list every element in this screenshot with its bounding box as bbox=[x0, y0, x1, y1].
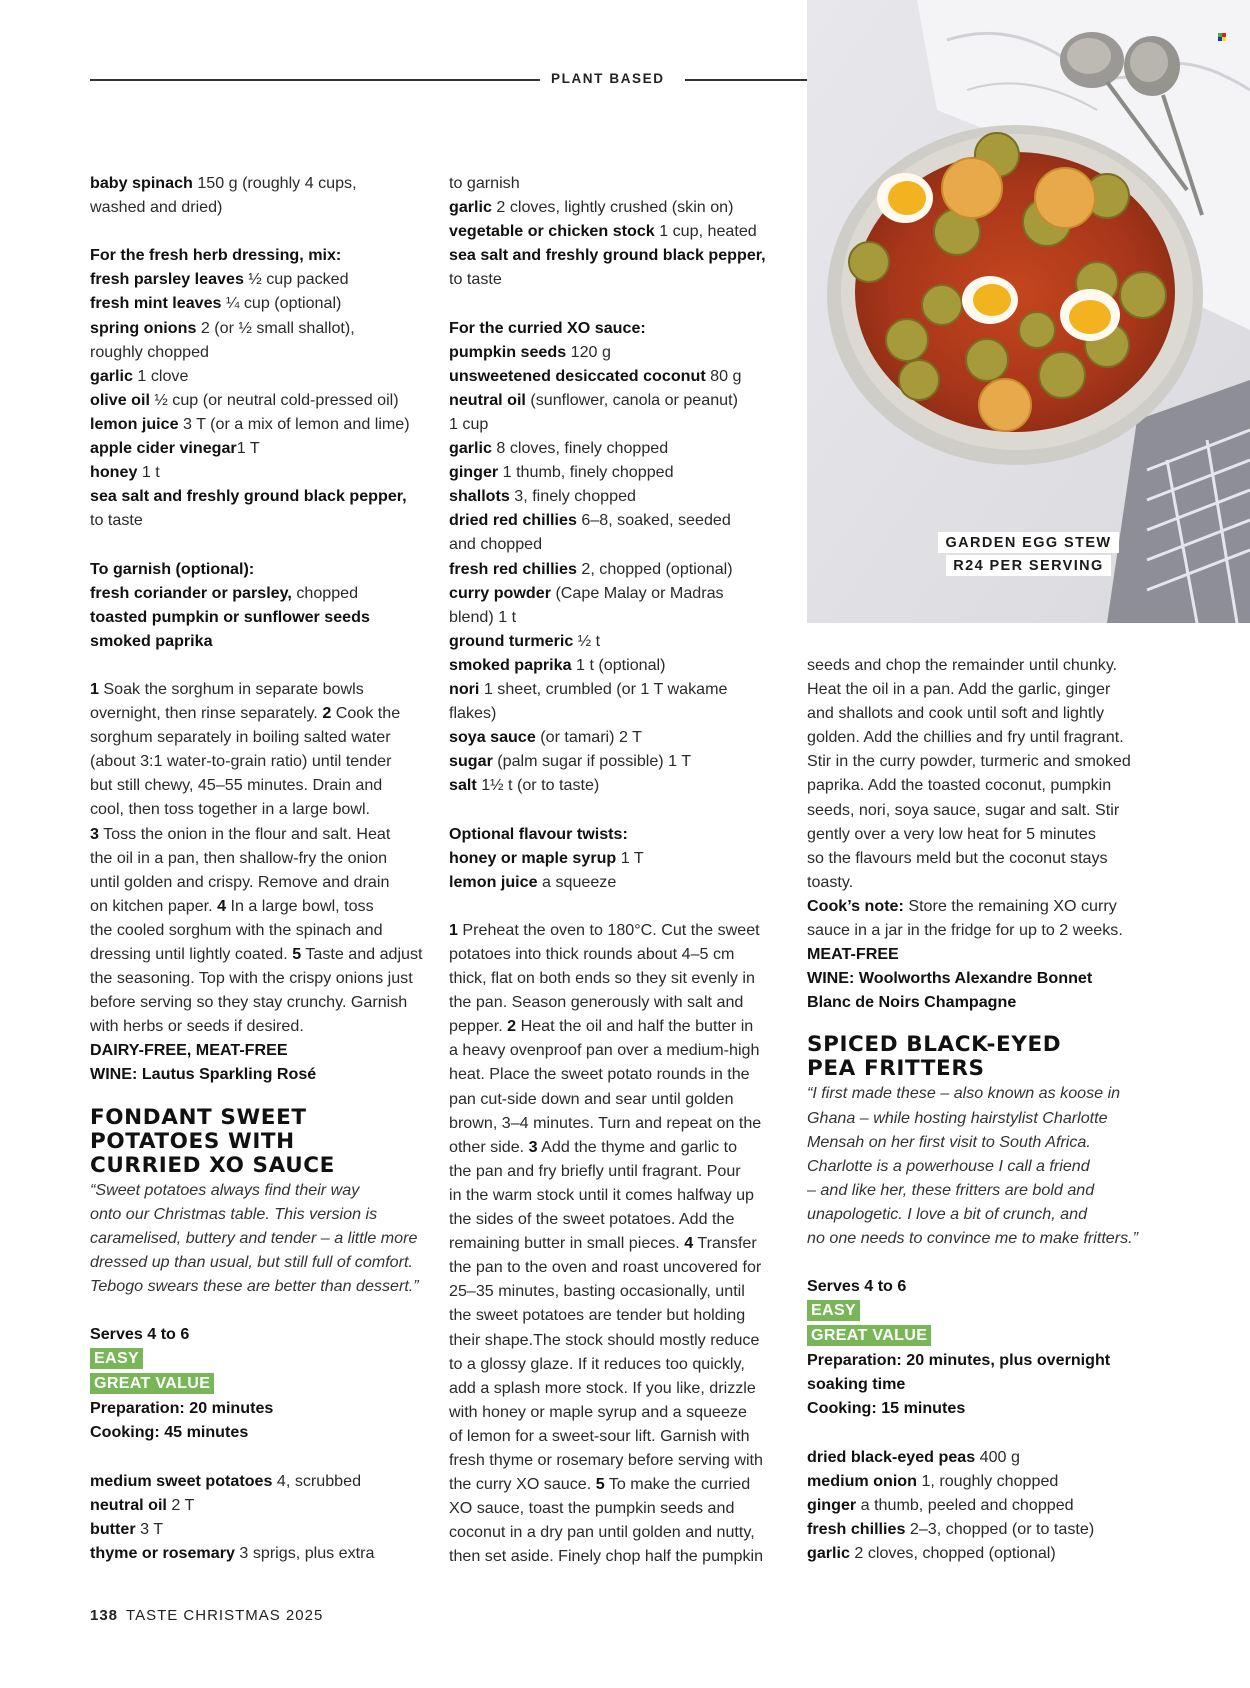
method-line: seeds, nori, soya sauce, sugar and salt. Stir bbox=[807, 800, 1120, 819]
method-line: heat. Place the sweet potato rounds in the bbox=[449, 1065, 750, 1084]
ingredient-line: honey or maple syrup 1 T bbox=[449, 848, 644, 867]
method-line: and shallots and cook until soft and lightly bbox=[807, 704, 1105, 723]
method-line: gently over a very low heat for 5 minutes bbox=[807, 824, 1096, 843]
ingredient-line: lemon juice 3 T (or a mix of lemon and lime) bbox=[90, 414, 410, 433]
preparation-time: Preparation: 20 minutes bbox=[90, 1399, 274, 1418]
ingredient-line: toasted pumpkin or sunflower seeds bbox=[90, 607, 370, 626]
method-line: but still chewy, 45–55 minutes. Drain and bbox=[90, 776, 383, 795]
publication-name: TASTE CHRISTMAS 2025 bbox=[126, 1607, 324, 1624]
method-line: cool, then toss together in a large bowl. bbox=[90, 800, 371, 819]
method-line: brown, 3–4 minutes. Turn and repeat on the bbox=[449, 1113, 762, 1132]
ingredient-line: lemon juice a squeeze bbox=[449, 872, 617, 891]
method-line: sorghum separately in boiling salted water bbox=[90, 728, 391, 747]
method-line: 1 Preheat the oven to 180°C. Cut the sweet bbox=[449, 920, 760, 939]
step-number: 2 bbox=[322, 704, 332, 723]
header-rule-left bbox=[90, 79, 540, 81]
ingredient-line: salt 1½ t (or to taste) bbox=[449, 776, 600, 795]
badge-easy: EASY bbox=[90, 1348, 143, 1369]
method-line: their shape.The stock should mostly reduce bbox=[449, 1330, 760, 1349]
ingredient-line: honey 1 t bbox=[90, 463, 160, 482]
method-line: pan cut-side down and sear until golden bbox=[449, 1089, 734, 1108]
wine-pairing: WINE: Lautus Sparkling Rosé bbox=[90, 1065, 317, 1084]
ingredient-line: garlic 1 clove bbox=[90, 366, 189, 385]
ingredient-line: soya sauce (or tamari) 2 T bbox=[449, 728, 642, 747]
ingredient-line: garlic 2 cloves, lightly crushed (skin on) bbox=[449, 198, 734, 217]
method-steps bbox=[90, 677, 425, 1038]
ingredient-line: to taste bbox=[449, 270, 502, 289]
column-2 bbox=[449, 171, 784, 1568]
ingredient-line: and chopped bbox=[449, 535, 543, 554]
method-line: coconut in a dry pan until golden and nutty, bbox=[449, 1523, 755, 1542]
step-number: 4 bbox=[684, 1234, 694, 1253]
method-line: 25–35 minutes, basting occasionally, until bbox=[449, 1282, 745, 1301]
method-line: paprika. Add the toasted coconut, pumpkin bbox=[807, 776, 1112, 795]
ingredient-line: smoked paprika bbox=[90, 631, 213, 650]
photo-caption-price: R24 PER SERVING bbox=[807, 555, 1250, 576]
ingredient-line: smoked paprika 1 t (optional) bbox=[449, 655, 666, 674]
step-number: 2 bbox=[507, 1017, 517, 1036]
cooking-time: Cooking: 45 minutes bbox=[90, 1423, 249, 1442]
method-line: XO sauce, toast the pumpkin seeds and bbox=[449, 1499, 735, 1518]
ingredient-line: sea salt and freshly ground black pepper, bbox=[90, 487, 407, 506]
method-line: add a splash more stock. If you like, drizzle bbox=[449, 1378, 756, 1397]
method-line: the sweet potatoes are tender but holding bbox=[449, 1306, 746, 1325]
method-steps bbox=[449, 918, 784, 1569]
recipe-intro-quote: “Sweet potatoes always find their way onto our Christmas table. This version is caramelised, buttery and tender – a little more dressed up than usual, but still full of comfort. Tebogo swears these are better than dessert.” bbox=[90, 1180, 419, 1295]
method-line: overnight, then rinse separately. 2 Cook the bbox=[90, 704, 401, 723]
ingredient-line: dried black-eyed peas 400 g bbox=[807, 1447, 1020, 1466]
xo-ingredients bbox=[449, 340, 784, 798]
method-line: (about 3:1 water-to-grain ratio) until tender bbox=[90, 752, 392, 771]
method-line: the curry XO sauce. 5 To make the curried bbox=[449, 1475, 751, 1494]
method-line: the sides of the sweet potatoes. Add the bbox=[449, 1210, 735, 1229]
method-line: pepper. 2 Heat the oil and half the butter in bbox=[449, 1017, 754, 1036]
step-number: 1 bbox=[449, 920, 458, 939]
ingredient-line: to taste bbox=[90, 511, 143, 530]
method-line: a heavy ovenproof pan over a medium-high bbox=[449, 1041, 760, 1060]
section-label: PLANT BASED bbox=[551, 71, 665, 86]
ingredient-line: flakes) bbox=[449, 704, 497, 723]
page-footer bbox=[90, 1607, 323, 1624]
method-line: golden. Add the chillies and fry until fragrant. bbox=[807, 728, 1124, 747]
column-1 bbox=[90, 171, 425, 1565]
garnish-heading: To garnish (optional): bbox=[90, 559, 255, 578]
ingredient-line: unsweetened desiccated coconut 80 g bbox=[449, 366, 742, 385]
method-line: before serving so they stay crunchy. Garnish bbox=[90, 993, 408, 1012]
ingredient-line: vegetable or chicken stock 1 cup, heated bbox=[449, 222, 757, 241]
ingredient-line: garlic 2 cloves, chopped (optional) bbox=[807, 1544, 1056, 1562]
ingredient-line: sea salt and freshly ground black pepper, bbox=[449, 246, 766, 265]
step-number: 3 bbox=[90, 824, 99, 843]
ingredient-line: fresh red chillies 2, chopped (optional) bbox=[449, 559, 733, 578]
xo-sauce-heading: For the curried XO sauce: bbox=[449, 318, 646, 337]
method-line: Heat the oil in a pan. Add the garlic, ginger bbox=[807, 680, 1111, 699]
ingredient-line: fresh parsley leaves ½ cup packed bbox=[90, 270, 349, 289]
method-line: potatoes into thick rounds about 4–5 cm bbox=[449, 945, 735, 963]
method-line: with honey or maple syrup and a squeeze bbox=[449, 1402, 747, 1421]
method-line: of lemon for a sweet-sour lift. Garnish with bbox=[449, 1426, 750, 1445]
diet-tags: MEAT-FREE bbox=[807, 945, 899, 964]
method-steps-continued bbox=[807, 653, 1147, 894]
recipe-title-fondant-sweet-potatoes: FONDANT SWEET POTATOES WITH CURRIED XO SAUCE bbox=[90, 1104, 335, 1178]
method-line: until golden and crispy. Remove and drain bbox=[90, 872, 390, 891]
recipe-photo-garden-egg-stew bbox=[807, 0, 1250, 623]
step-number: 1 bbox=[90, 679, 99, 698]
ingredient-line: nori 1 sheet, crumbled (or 1 T wakame bbox=[449, 679, 728, 698]
header-rule-right bbox=[685, 79, 807, 81]
column-3 bbox=[807, 653, 1147, 1565]
preparation-time: Preparation: 20 minutes, plus overnight bbox=[807, 1351, 1111, 1370]
ingredient-line: fresh mint leaves ¼ cup (optional) bbox=[90, 294, 342, 313]
badge-great-value: GREAT VALUE bbox=[807, 1325, 931, 1346]
ingredient-line: ground turmeric ½ t bbox=[449, 631, 601, 650]
method-line: the oil in a pan, then shallow-fry the onion bbox=[90, 848, 388, 867]
ingredient-line: olive oil ½ cup (or neutral cold-pressed oil) bbox=[90, 390, 399, 409]
ingredient-line: medium sweet potatoes 4, scrubbed bbox=[90, 1471, 362, 1490]
method-line: the cooled sorghum with the spinach and bbox=[90, 920, 383, 939]
ingredient-line: baby spinach 150 g (roughly 4 cups, bbox=[90, 174, 357, 192]
ingredient-line: blend) 1 t bbox=[449, 607, 517, 626]
method-line: other side. 3 Add the thyme and garlic to bbox=[449, 1137, 738, 1156]
method-line: so the flavours meld but the coconut stays bbox=[807, 848, 1108, 867]
ingredient-line: thyme or rosemary 3 sprigs, plus extra bbox=[90, 1543, 375, 1562]
recipe-intro-quote: “I first made these – also known as koose in Ghana – while hosting hairstylist Charlotte Mensah on her first visit to South Africa. Charlotte is a powerhouse I call a friend – and like her, these fritters are bold and unapologetic. I love a bit of crunch, and no one needs to convince me to make fritters.” bbox=[807, 1084, 1138, 1247]
ingredient-line: shallots 3, finely chopped bbox=[449, 487, 636, 506]
ingredient-line: fresh coriander or parsley, chopped bbox=[90, 583, 359, 602]
ingredient-line: butter 3 T bbox=[90, 1519, 164, 1538]
method-line: the pan to the oven and roast uncovered for bbox=[449, 1258, 762, 1277]
step-number: 3 bbox=[528, 1137, 538, 1156]
ingredient-line: washed and dried) bbox=[90, 198, 223, 217]
method-line: thick, flat on both ends so they sit evenly in bbox=[449, 969, 755, 988]
method-line: Stir in the curry powder, turmeric and smoked bbox=[807, 752, 1131, 771]
method-line: toasty. bbox=[807, 872, 854, 891]
method-line: seeds and chop the remainder until chunky. bbox=[807, 656, 1118, 674]
ingredient-line: pumpkin seeds 120 g bbox=[449, 342, 611, 361]
preparation-time-line: soaking time bbox=[807, 1375, 906, 1394]
method-line: the pan and fry briefly until fragrant. Pour bbox=[449, 1161, 741, 1180]
step-number: 4 bbox=[217, 896, 227, 915]
ingredient-line: ginger a thumb, peeled and chopped bbox=[807, 1495, 1074, 1514]
ingredient-line: to garnish bbox=[449, 174, 520, 192]
ingredient-line: 1 cup bbox=[449, 414, 489, 433]
method-line: then set aside. Finely chop half the pumpkin bbox=[449, 1547, 764, 1566]
ingredient-line: garlic 8 cloves, finely chopped bbox=[449, 439, 669, 458]
diet-tags: DAIRY-FREE, MEAT-FREE bbox=[90, 1041, 288, 1060]
method-line: 3 Toss the onion in the flour and salt. Heat bbox=[90, 824, 391, 843]
section-header bbox=[90, 70, 807, 90]
ingredient-line: medium onion 1, roughly chopped bbox=[807, 1471, 1059, 1490]
method-line: the pan. Season generously with salt and bbox=[449, 993, 744, 1012]
wine-pairing-line: Blanc de Noirs Champagne bbox=[807, 993, 1017, 1012]
ingredient-line: dried red chillies 6–8, soaked, seeded bbox=[449, 511, 731, 530]
serves: Serves 4 to 6 bbox=[90, 1325, 190, 1344]
page-number: 138 bbox=[90, 1607, 119, 1624]
ingredient-line: curry powder (Cape Malay or Madras bbox=[449, 583, 724, 602]
ingredient-line: neutral oil 2 T bbox=[90, 1495, 195, 1514]
color-marker-icon bbox=[1218, 33, 1227, 42]
cooks-note: Cook’s note: Store the remaining XO curry bbox=[807, 896, 1117, 915]
method-line: on kitchen paper. 4 In a large bowl, toss bbox=[90, 896, 374, 915]
method-line: in the warm stock until it comes halfway up bbox=[449, 1185, 755, 1204]
method-line: fresh thyme or rosemary before serving with bbox=[449, 1450, 763, 1469]
badge-easy: EASY bbox=[807, 1300, 860, 1321]
cooking-time: Cooking: 15 minutes bbox=[807, 1399, 966, 1418]
method-line: dressing until lightly coated. 5 Taste and adjust bbox=[90, 945, 423, 963]
method-line: to a glossy glaze. If it reduces too quickly, bbox=[449, 1354, 745, 1373]
ingredient-line: neutral oil (sunflower, canola or peanut) bbox=[449, 390, 738, 409]
photo-caption-title: GARDEN EGG STEW bbox=[807, 532, 1250, 553]
method-line: with herbs or seeds if desired. bbox=[90, 1017, 304, 1036]
method-line: remaining butter in small pieces. 4 Transfer bbox=[449, 1234, 757, 1253]
wine-pairing: WINE: Woolworths Alexandre Bonnet bbox=[807, 969, 1093, 988]
ingredient-line: sugar (palm sugar if possible) 1 T bbox=[449, 752, 692, 771]
method-line: 1 Soak the sorghum in separate bowls bbox=[90, 679, 364, 698]
ingredient-line: apple cider vinegar1 T bbox=[90, 439, 260, 458]
ingredient-line: roughly chopped bbox=[90, 342, 210, 361]
stew-bowl-illustration bbox=[807, 0, 1250, 623]
ingredient-line: ginger 1 thumb, finely chopped bbox=[449, 463, 674, 482]
step-number: 5 bbox=[595, 1475, 605, 1494]
ingredient-line: fresh chillies 2–3, chopped (or to taste) bbox=[807, 1519, 1095, 1538]
serves: Serves 4 to 6 bbox=[807, 1277, 907, 1296]
method-line: the seasoning. Top with the crispy onions just bbox=[90, 969, 413, 988]
step-number: 5 bbox=[292, 945, 302, 963]
ingredient-line: spring onions 2 (or ½ small shallot), bbox=[90, 318, 355, 337]
recipe-title-black-eyed-pea-fritters: SPICED BLACK-EYED PEA FRITTERS bbox=[807, 1032, 1062, 1082]
cooks-note-line: sauce in a jar in the fridge for up to 2 weeks. bbox=[807, 921, 1123, 940]
badge-great-value: GREAT VALUE bbox=[90, 1373, 214, 1394]
twists-heading: Optional flavour twists: bbox=[449, 824, 628, 843]
dressing-heading: For the fresh herb dressing, mix: bbox=[90, 246, 342, 265]
